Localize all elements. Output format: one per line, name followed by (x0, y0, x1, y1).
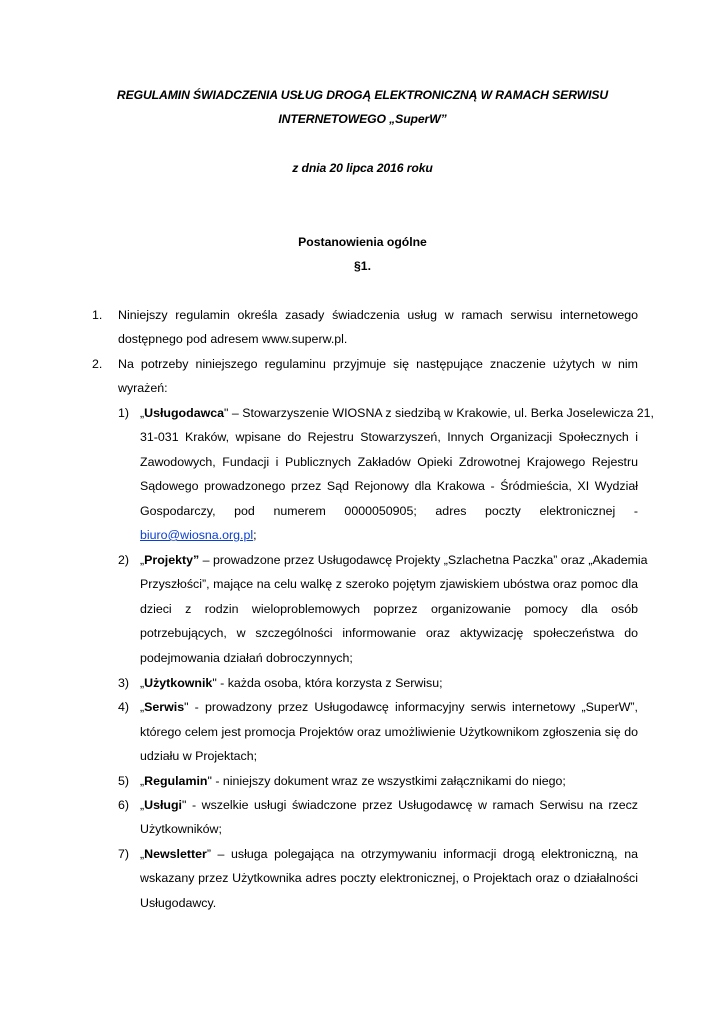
definition-number: 6) (118, 798, 130, 812)
definition-projekty-line-4: potrzebujących, w szczególności informowanie oraz aktywizację społeczeństwa do (140, 626, 638, 640)
definition-text: " – Stowarzyszenie WIOSNA z siedzibą w Krakowie, ul. Berka Joselewicza 21, (224, 406, 654, 420)
definition-usługodawca-line-2: 31-031 Kraków, wpisane do Rejestru Stowarzyszeń, Innych Organizacji Społecznych i (140, 430, 638, 444)
definition-usługi-line-1 (140, 798, 638, 812)
definition-usługi-line-2: Użytkowników; (140, 822, 222, 836)
definition-użytkownik-line-1 (140, 676, 443, 690)
item-2-line-1: Na potrzeby niniejszego regulaminu przyjmuje się następujące znaczenie użytych w nim (118, 357, 638, 371)
open-quote: „ (140, 406, 145, 420)
open-quote: „ (140, 553, 145, 567)
definition-projekty-line-2: Przyszłości”, mające na celu walkę z szeroko pojętym zjawiskiem ubóstwa oraz pomoc dla (140, 577, 638, 591)
definition-regulamin-line-1 (140, 774, 566, 788)
definition-newsletter-line-3: Usługodawcy. (140, 896, 217, 910)
definition-number: 5) (118, 774, 130, 788)
document-title-line-2: INTERNETOWEGO „SuperW” (278, 112, 447, 126)
open-quote: „ (140, 700, 145, 714)
document-date: z dnia 20 lipca 2016 roku (292, 161, 433, 175)
definition-text: " - wszelkie usługi świadczone przez Usługodawcę w ramach Serwisu na rzecz (182, 798, 638, 812)
email-link[interactable]: biuro@wiosna.org.pl (140, 528, 254, 542)
item-number: 1. (92, 308, 103, 322)
definition-term: Regulamin (144, 774, 208, 788)
definition-text: – prowadzone przez Usługodawcę Projekty „Szlachetna Paczka” oraz „Akademia (199, 553, 648, 567)
definition-projekty-line-1 (140, 553, 648, 567)
definition-term: Usługodawca (144, 406, 225, 420)
definition-newsletter-line-2: wskazany przez Użytkownika adres poczty elektronicznej, o Projektach oraz o działalności (140, 871, 638, 885)
definition-number: 7) (118, 847, 130, 861)
definition-usługodawca-line-5: Gospodarczy, pod numerem 0000050905; adres poczty elektronicznej - (140, 504, 638, 518)
definition-number: 3) (118, 676, 130, 690)
definition-number: 1) (118, 406, 130, 420)
item-1-line-1: Niniejszy regulamin określa zasady świadczenia usług w ramach serwisu internetowego (118, 308, 638, 322)
definition-text: " - niniejszy dokument wraz ze wszystkimi załącznikami do niego; (207, 774, 566, 788)
definition-serwis-line-3: udziału w Projektach; (140, 749, 258, 763)
definition-text: " - prowadzony przez Usługodawcę informacyjny serwis internetowy „SuperW”, (184, 700, 638, 714)
open-quote: „ (140, 847, 145, 861)
paragraph-symbol: §1. (354, 259, 371, 273)
open-quote: „ (140, 774, 145, 788)
item-2-line-2: wyrażeń: (118, 381, 168, 395)
open-quote: „ (140, 676, 145, 690)
definition-usługodawca-line-4: Sądowego prowadzonego przez Sąd Rejonowy dla Krakowa - Śródmieścia, XI Wydział (140, 479, 638, 493)
definition-text: ; (253, 528, 257, 542)
definition-term: Projekty” (144, 553, 200, 567)
definition-text: " - każda osoba, która korzysta z Serwisu; (212, 676, 443, 690)
definition-serwis-line-1 (140, 700, 638, 714)
definition-term: Usługi (144, 798, 183, 812)
definition-text: ” – usługa polegająca na otrzymywaniu informacji drogą elektroniczną, na (206, 847, 638, 861)
definition-number: 4) (118, 700, 130, 714)
definition-number: 2) (118, 553, 130, 567)
section-heading: Postanowienia ogólne (298, 235, 427, 249)
definition-projekty-line-5: podejmowania działań dobroczynnych; (140, 651, 353, 665)
item-number: 2. (92, 357, 103, 371)
item-1-line-2: dostępnego pod adresem www.superw.pl. (118, 332, 348, 346)
definition-usługodawca-line-3: Zawodowych, Fundacji i Publicznych Zakładów Opieki Zdrowotnej Krajowego Rejestru (140, 455, 638, 469)
definition-term: Serwis (144, 700, 185, 714)
definition-serwis-line-2: którego celem jest promocja Projektów oraz umożliwienie Użytkownikom zgłoszenia się do (140, 725, 638, 739)
open-quote: „ (140, 798, 145, 812)
definition-usługodawca-line-6 (140, 528, 257, 542)
definition-term: Użytkownik (144, 676, 213, 690)
definition-term: Newsletter (144, 847, 207, 861)
definition-newsletter-line-1 (140, 847, 638, 861)
definition-usługodawca-line-1 (140, 406, 654, 420)
document-title-line-1: REGULAMIN ŚWIADCZENIA USŁUG DROGĄ ELEKTRONICZNĄ W RAMACH SERWISU (116, 88, 609, 102)
definition-projekty-line-3: dzieci z rodzin wieloproblemowych poprzez organizowanie pomocy dla osób (140, 602, 638, 616)
